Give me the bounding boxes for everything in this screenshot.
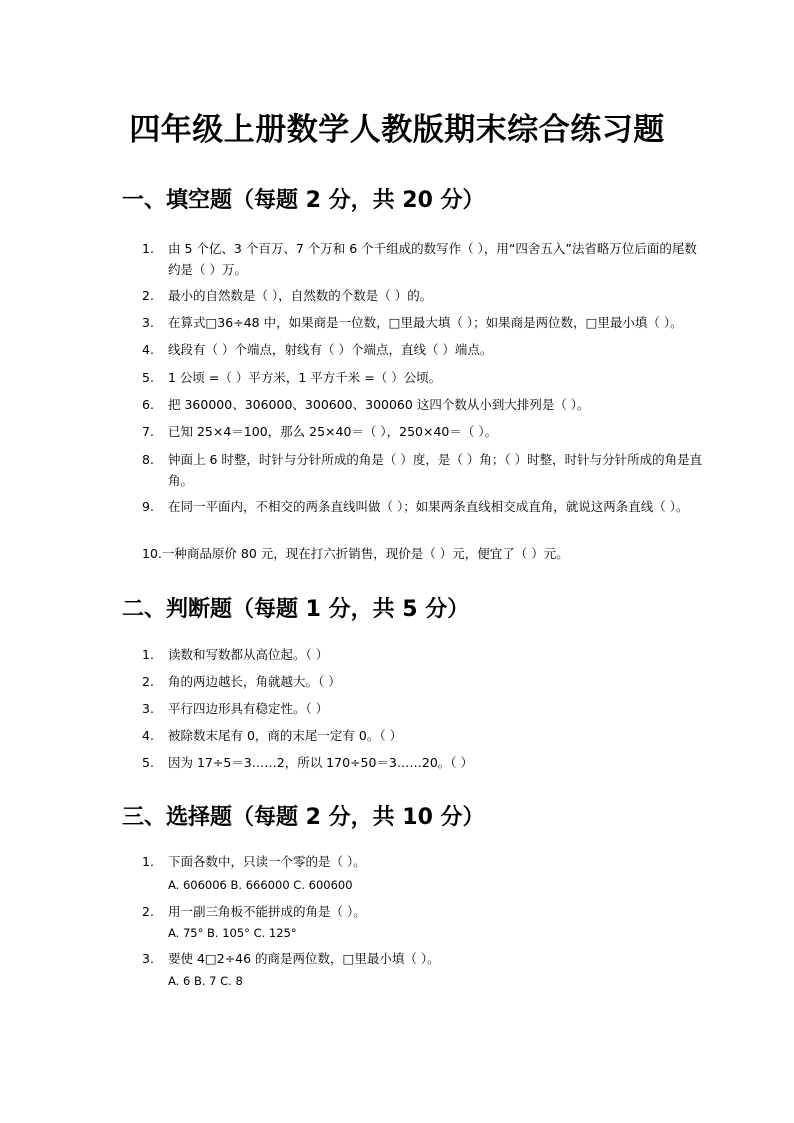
- question-number: 2.: [142, 904, 154, 919]
- question-text: 因为 17÷5＝3……2，所以 170÷50＝3……20。（ ）: [168, 755, 474, 770]
- question-text: 由 5 个亿、3 个百万、7 个万和 6 个千组成的数写作（ ），用“四舍五入”法省略万位后面的尾数约是（ ）万。: [168, 241, 697, 277]
- question-options: A. 6 B. 7 C. 8: [168, 974, 243, 988]
- question-number: 1.: [142, 854, 154, 869]
- section-heading-multiple-choice: 三、选择题（每题 2 分，共 10 分）: [122, 805, 485, 830]
- question-number: 1.: [142, 241, 154, 256]
- question-text: 下面各数中，只读一个零的是（ ）。: [168, 854, 366, 869]
- question-text: 平行四边形具有稳定性。（ ）: [168, 701, 329, 716]
- question-text: 要使 4□2÷46 的商是两位数，□里最小填（ ）。: [168, 951, 440, 966]
- question-text: 在算式□36÷48 中，如果商是一位数，□里最大填（ ）；如果商是两位数，□里最小填（ ）。: [168, 315, 683, 330]
- question-number: 5.: [142, 755, 154, 770]
- question-number: 2.: [142, 674, 154, 689]
- question-number: 1.: [142, 647, 154, 662]
- question-number: 7.: [142, 424, 154, 439]
- question-text: 线段有（ ）个端点，射线有（ ）个端点，直线（ ）端点。: [168, 342, 493, 357]
- question-options: A. 75° B. 105° C. 125°: [168, 926, 297, 940]
- question-number: 6.: [142, 397, 154, 412]
- section-heading-fill-blank: 一、填空题（每题 2 分，共 20 分）: [122, 188, 485, 213]
- question-text: 读数和写数都从高位起。（ ）: [168, 647, 329, 662]
- question-number: 4.: [142, 728, 154, 743]
- question-text: [142, 543, 702, 564]
- question-options: A. 606006 B. 666000 C. 600600: [168, 878, 353, 892]
- question-number: 3.: [142, 701, 154, 716]
- section-heading-true-false: 二、判断题（每题 1 分，共 5 分）: [122, 597, 470, 622]
- question-number: 4.: [142, 342, 154, 357]
- question-text: 把 360000、306000、300600、300060 这四个数从小到大排列是（ ）。: [168, 397, 590, 412]
- question-number: 2.: [142, 288, 154, 303]
- question-text: 被除数末尾有 0，商的末尾一定有 0。（ ）: [168, 728, 403, 743]
- page-title: 四年级上册数学人教版期末综合练习题: [129, 112, 665, 148]
- question-text: 在同一平面内，不相交的两条直线叫做（ ）；如果两条直线相交成直角，就说这两条直线（ ）。: [168, 499, 689, 514]
- question-number: 3.: [142, 951, 154, 966]
- question-text: 钟面上 6 时整，时针与分针所成的角是（ ）度，是（ ）角；（ ）时整，时针与分针所成的角是直角。: [168, 452, 703, 488]
- question-text: 已知 25×4＝100，那么 25×40＝（ ），250×40＝（ ）。: [168, 424, 498, 439]
- question-number: 10.: [142, 546, 162, 561]
- question-number: 8.: [142, 452, 154, 467]
- question-text: 1 公顷 =（ ）平方米，1 平方千米 =（ ）公顷。: [168, 370, 442, 385]
- question-number: 5.: [142, 370, 154, 385]
- question-text: 最小的自然数是（ ），自然数的个数是（ ）的。: [168, 288, 433, 303]
- question-body: 一种商品原价 80 元，现在打六折销售，现价是（ ）元，便宜了（ ）元。: [161, 546, 569, 561]
- question-number: 9.: [142, 499, 154, 514]
- question-text: 用一副三角板不能拼成的角是（ ）。: [168, 904, 366, 919]
- question-number: 3.: [142, 315, 154, 330]
- question-text: 角的两边越长，角就越大。（ ）: [168, 674, 341, 689]
